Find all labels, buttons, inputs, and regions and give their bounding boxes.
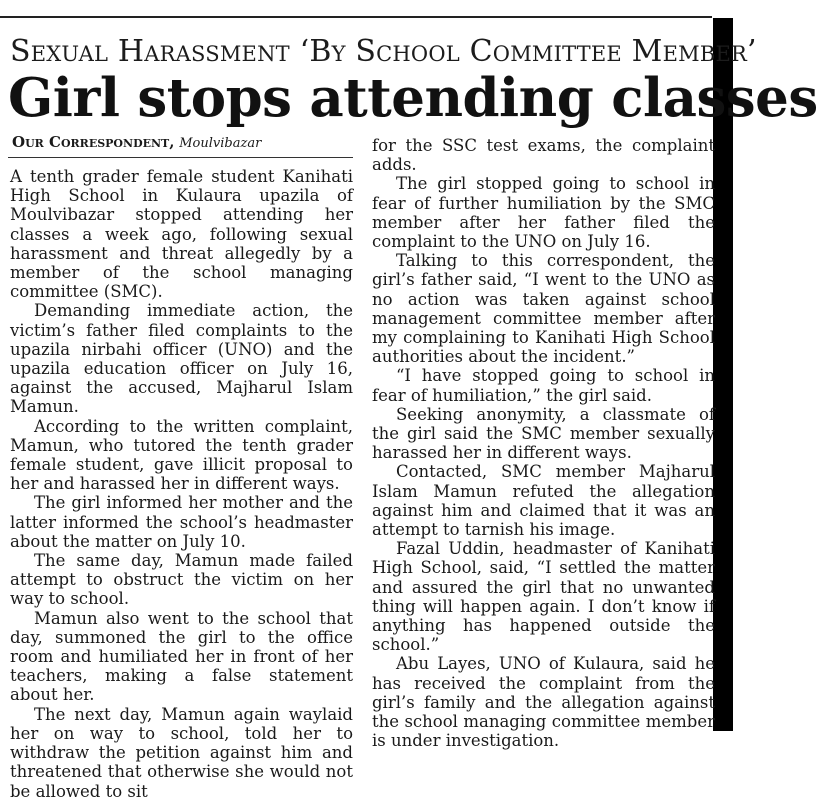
- paragraph: “I have stopped going to school in fear of humiliation,” the girl said.: [372, 366, 715, 405]
- top-rule: [0, 16, 712, 18]
- article-headline: Girl stops attending classes: [8, 67, 818, 129]
- article-column-right: [372, 136, 715, 751]
- paragraph: The same day, Mamun made failed attempt to obstruct the victim on her way to school.: [10, 551, 353, 609]
- byline-author: Our Correspondent,: [12, 133, 175, 151]
- paragraph: A tenth grader female student Kanihati High School in Kulaura upazila of Moulvibazar stopped attending her classes a week ago, following sexual harassment and threat allegedly by a member of the school managing committee (SMC).: [10, 167, 353, 302]
- byline: [12, 133, 261, 151]
- paragraph: Contacted, SMC member Majharul Islam Mamun refuted the allegation against him and claimed that it was an attempt to tarnish his image.: [372, 462, 715, 540]
- paragraph: The next day, Mamun again waylaid her on way to school, told her to withdraw the petition against him and threatened that otherwise she would not be allowed to sit: [10, 704, 353, 801]
- byline-location: Moulvibazar: [179, 136, 262, 151]
- paragraph: for the SSC test exams, the complaint adds.: [372, 136, 715, 175]
- paragraph: Abu Layes, UNO of Kulaura, said he has received the complaint from the girl’s family and the allegation against the school managing committee member is under investigation.: [372, 654, 715, 751]
- article-kicker: Sexual Harassment ‘By School Committee Member’: [10, 34, 757, 69]
- byline-rule: [8, 157, 353, 158]
- paragraph: Seeking anonymity, a classmate of the girl said the SMC member sexually harassed her in different ways.: [372, 404, 715, 463]
- paragraph: Demanding immediate action, the victim’s father filed complaints to the upazila nirbahi officer (UNO) and the upazila education officer on July 16, against the accused, Majharul Islam Mamun.: [10, 301, 353, 417]
- paragraph: According to the written complaint, Mamun, who tutored the tenth grader female student, gave illicit proposal to her and harassed her in different ways.: [10, 416, 353, 494]
- paragraph: Mamun also went to the school that day, summoned the girl to the office room and humiliated her in front of her teachers, making a false statement about her.: [10, 608, 353, 705]
- paragraph: Fazal Uddin, headmaster of Kanihati High School, said, “I settled the matter and assured the girl that no unwanted thing will happen again. I don’t know if anything has happened outside the school.”: [372, 539, 715, 655]
- paragraph: The girl informed her mother and the latter informed the school’s headmaster about the matter on July 10.: [10, 493, 353, 551]
- paragraph: The girl stopped going to school in fear of further humiliation by the SMC member after her father filed the complaint to the UNO on July 16.: [372, 174, 715, 252]
- article-column-left: [10, 167, 353, 801]
- paragraph: Talking to this correspondent, the girl’s father said, “I went to the UNO as no action was taken against school management committee member after my complaining to Kanihati High School authorities about the incident.”: [372, 251, 715, 367]
